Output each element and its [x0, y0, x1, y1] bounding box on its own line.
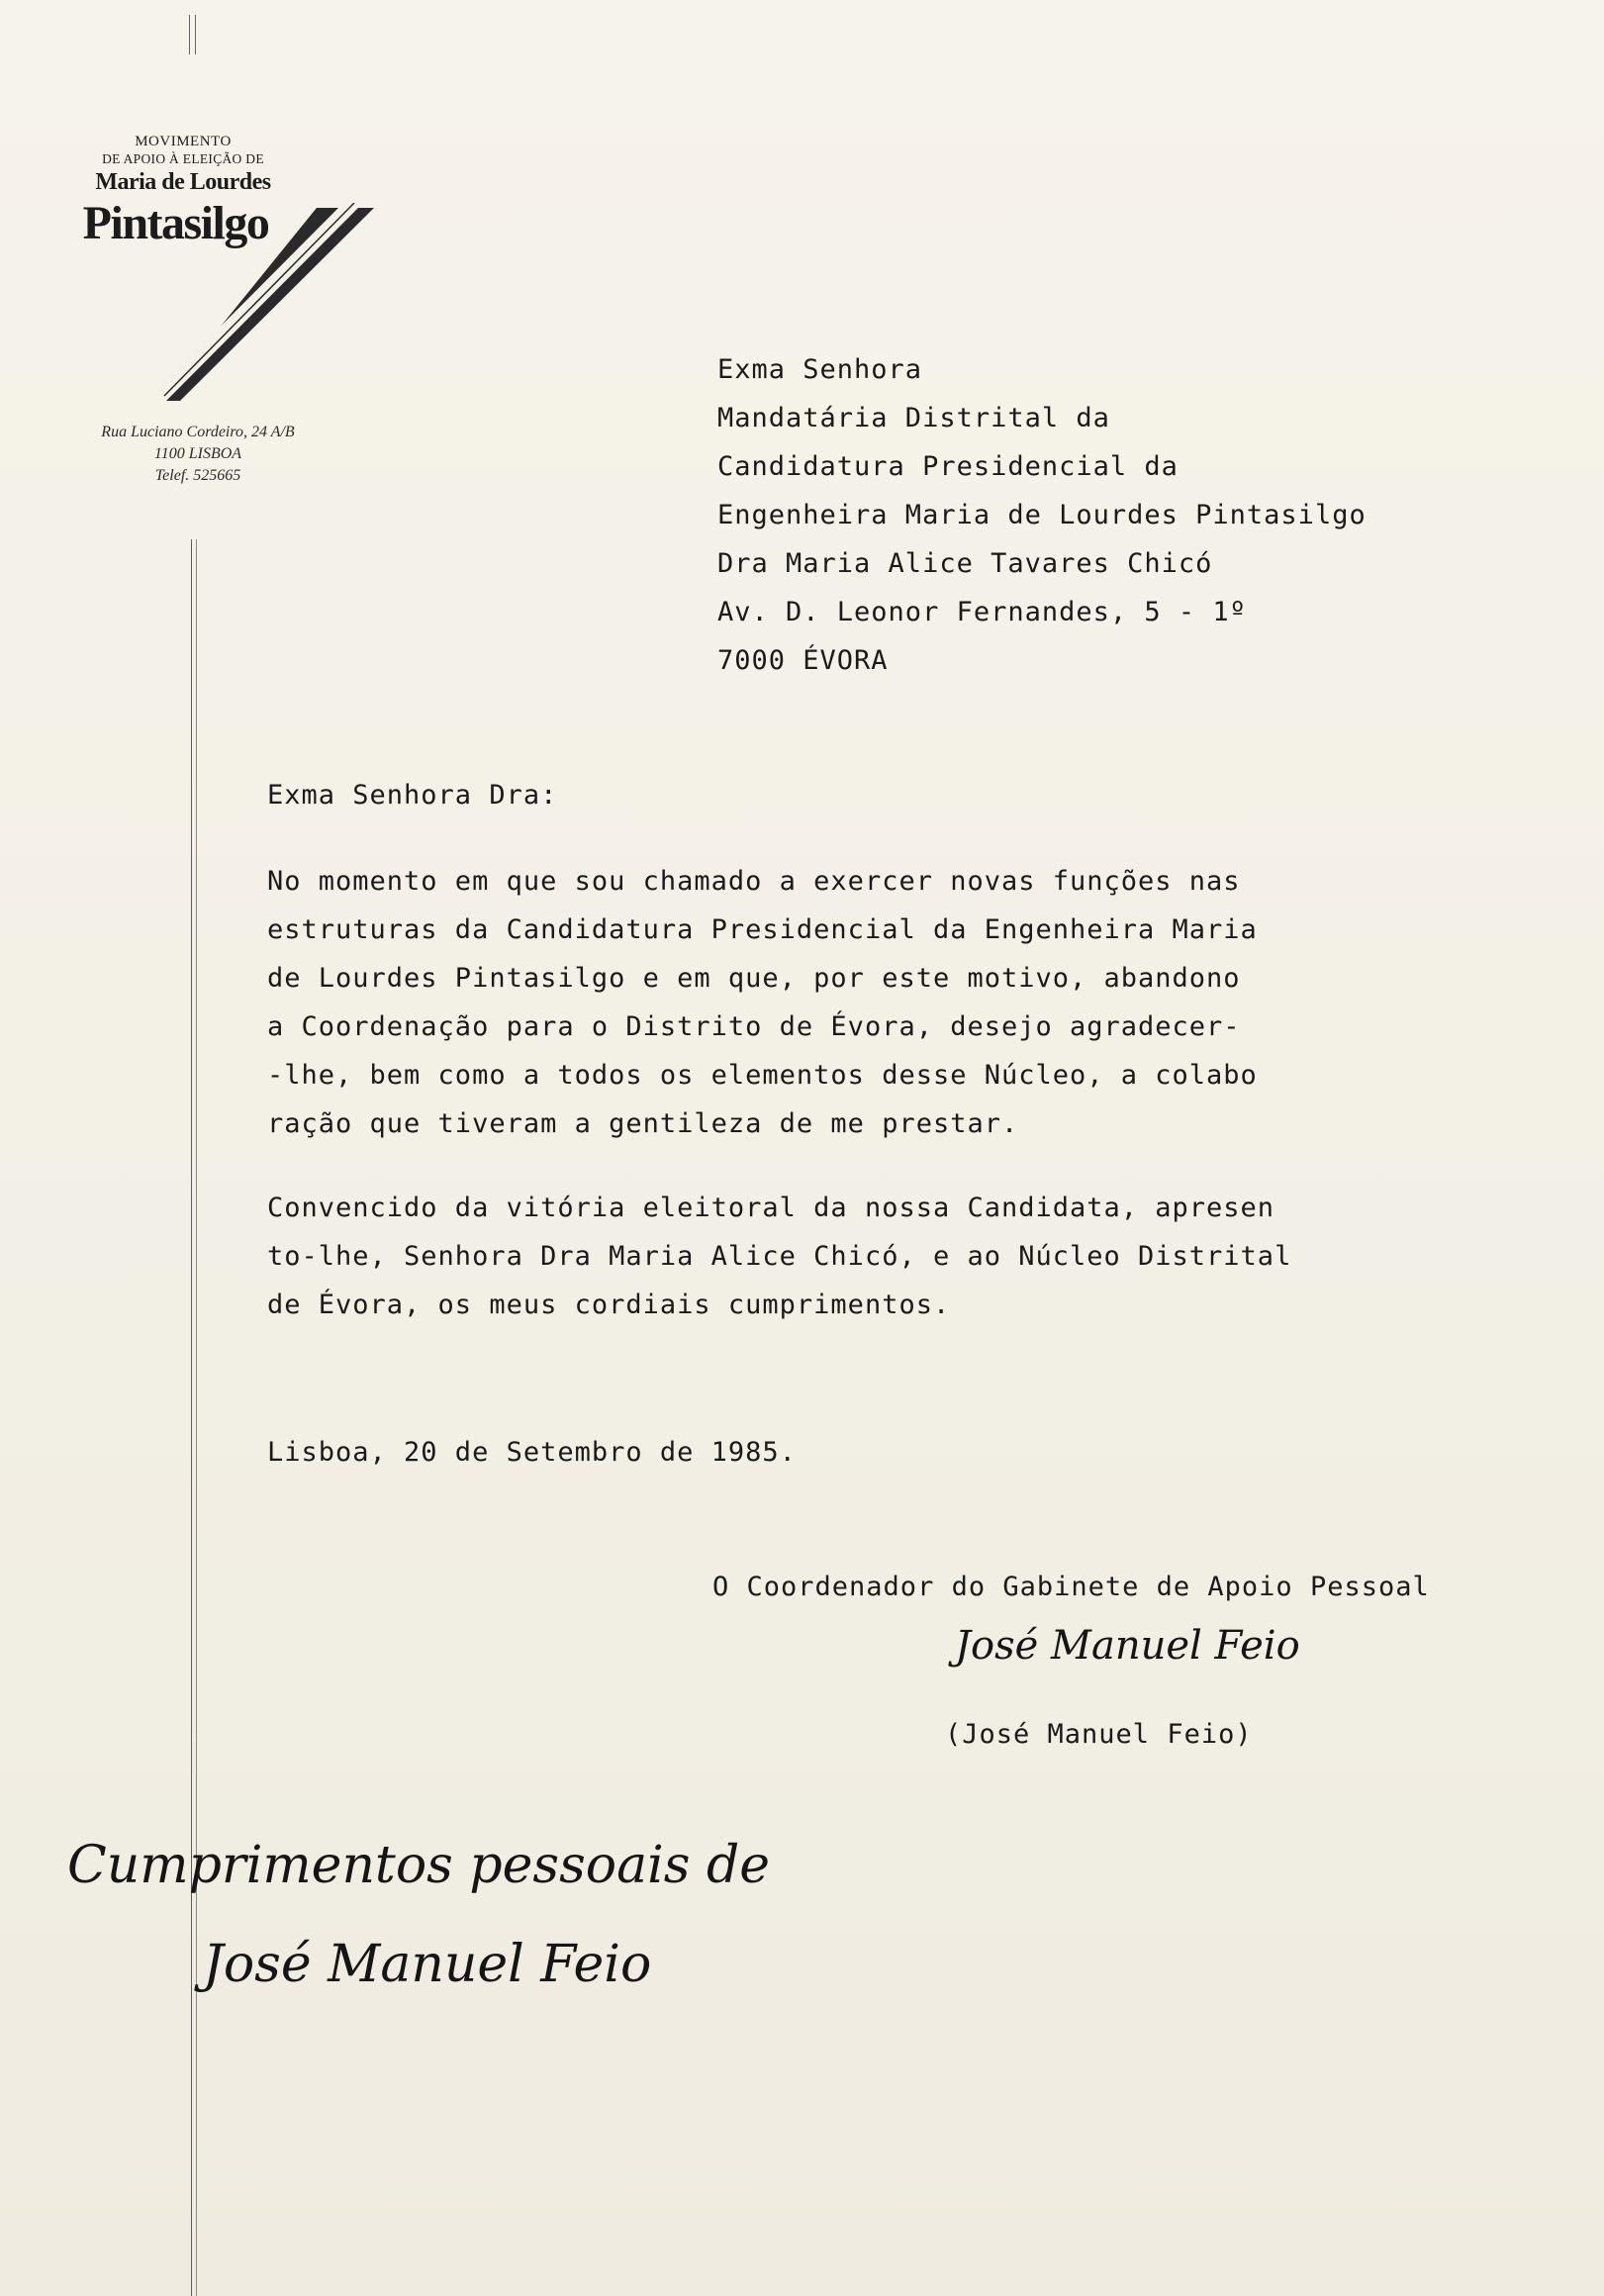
body-line: estruturas da Candidatura Presidencial da Engenheira Maria [267, 914, 1258, 945]
recipient-line: Engenheira Maria de Lourdes Pintasilgo [717, 500, 1367, 530]
salutation: Exma Senhora Dra: [267, 780, 558, 811]
margin-rule [196, 539, 197, 2296]
date-line: Lisboa, 20 de Setembro de 1985. [267, 1437, 797, 1468]
body-line: de Lourdes Pintasilgo e em que, por este motivo, abandono [267, 963, 1241, 994]
letterhead-line-1: MOVIMENTO [135, 134, 232, 149]
body-line: to-lhe, Senhora Dra Maria Alice Chicó, e ao Núcleo Distrital [267, 1241, 1292, 1272]
handwritten-note-line-1: Cumprimentos pessoais de [67, 1836, 770, 1895]
body-line: a Coordenação para o Distrito de Évora, desejo agradecer- [267, 1011, 1241, 1042]
body-line: de Évora, os meus cordiais cumprimentos. [267, 1290, 951, 1320]
letterhead-address-city: 1100 LISBOA [153, 445, 242, 462]
letterhead-line-2: DE APOIO À ELEIÇÃO DE [102, 151, 264, 166]
letterhead-line-3: Maria de Lourdes [95, 169, 271, 195]
body-line: No momento em que sou chamado a exercer novas funções nas [267, 866, 1241, 897]
recipient-line: Exma Senhora [717, 354, 923, 385]
recipient-line: Mandatária Distrital da [717, 403, 1110, 433]
recipient-line: Dra Maria Alice Tavares Chicó [717, 548, 1213, 579]
margin-rule [191, 539, 192, 2296]
letterhead-address-phone: Telef. 525665 [154, 467, 241, 484]
signature: José Manuel Feio [955, 1623, 1300, 1669]
handwritten-note-line-2: José Manuel Feio [203, 1935, 652, 1994]
body-line: -lhe, bem como a todos os elementos desse Núcleo, a colabo [267, 1060, 1258, 1091]
signatory-title: O Coordenador do Gabinete de Apoio Pessoal [712, 1572, 1430, 1602]
body-line: ração que tiveram a gentileza de me prestar. [267, 1108, 1019, 1139]
body-line: Convencido da vitória eleitoral da nossa Candidata, apresen [267, 1193, 1275, 1223]
recipient-line: Av. D. Leonor Fernandes, 5 - 1º [717, 597, 1247, 627]
letterhead-logo-name: Pintasilgo [82, 197, 269, 249]
recipient-line: Candidatura Presidencial da [717, 451, 1179, 482]
margin-mark [189, 15, 190, 54]
recipient-line: 7000 ÉVORA [717, 645, 889, 676]
logo-stripes-icon [158, 203, 376, 411]
margin-mark [195, 15, 196, 54]
signatory-name: (José Manuel Feio) [945, 1719, 1253, 1750]
letterhead-address-street: Rua Luciano Cordeiro, 24 A/B [101, 424, 295, 440]
